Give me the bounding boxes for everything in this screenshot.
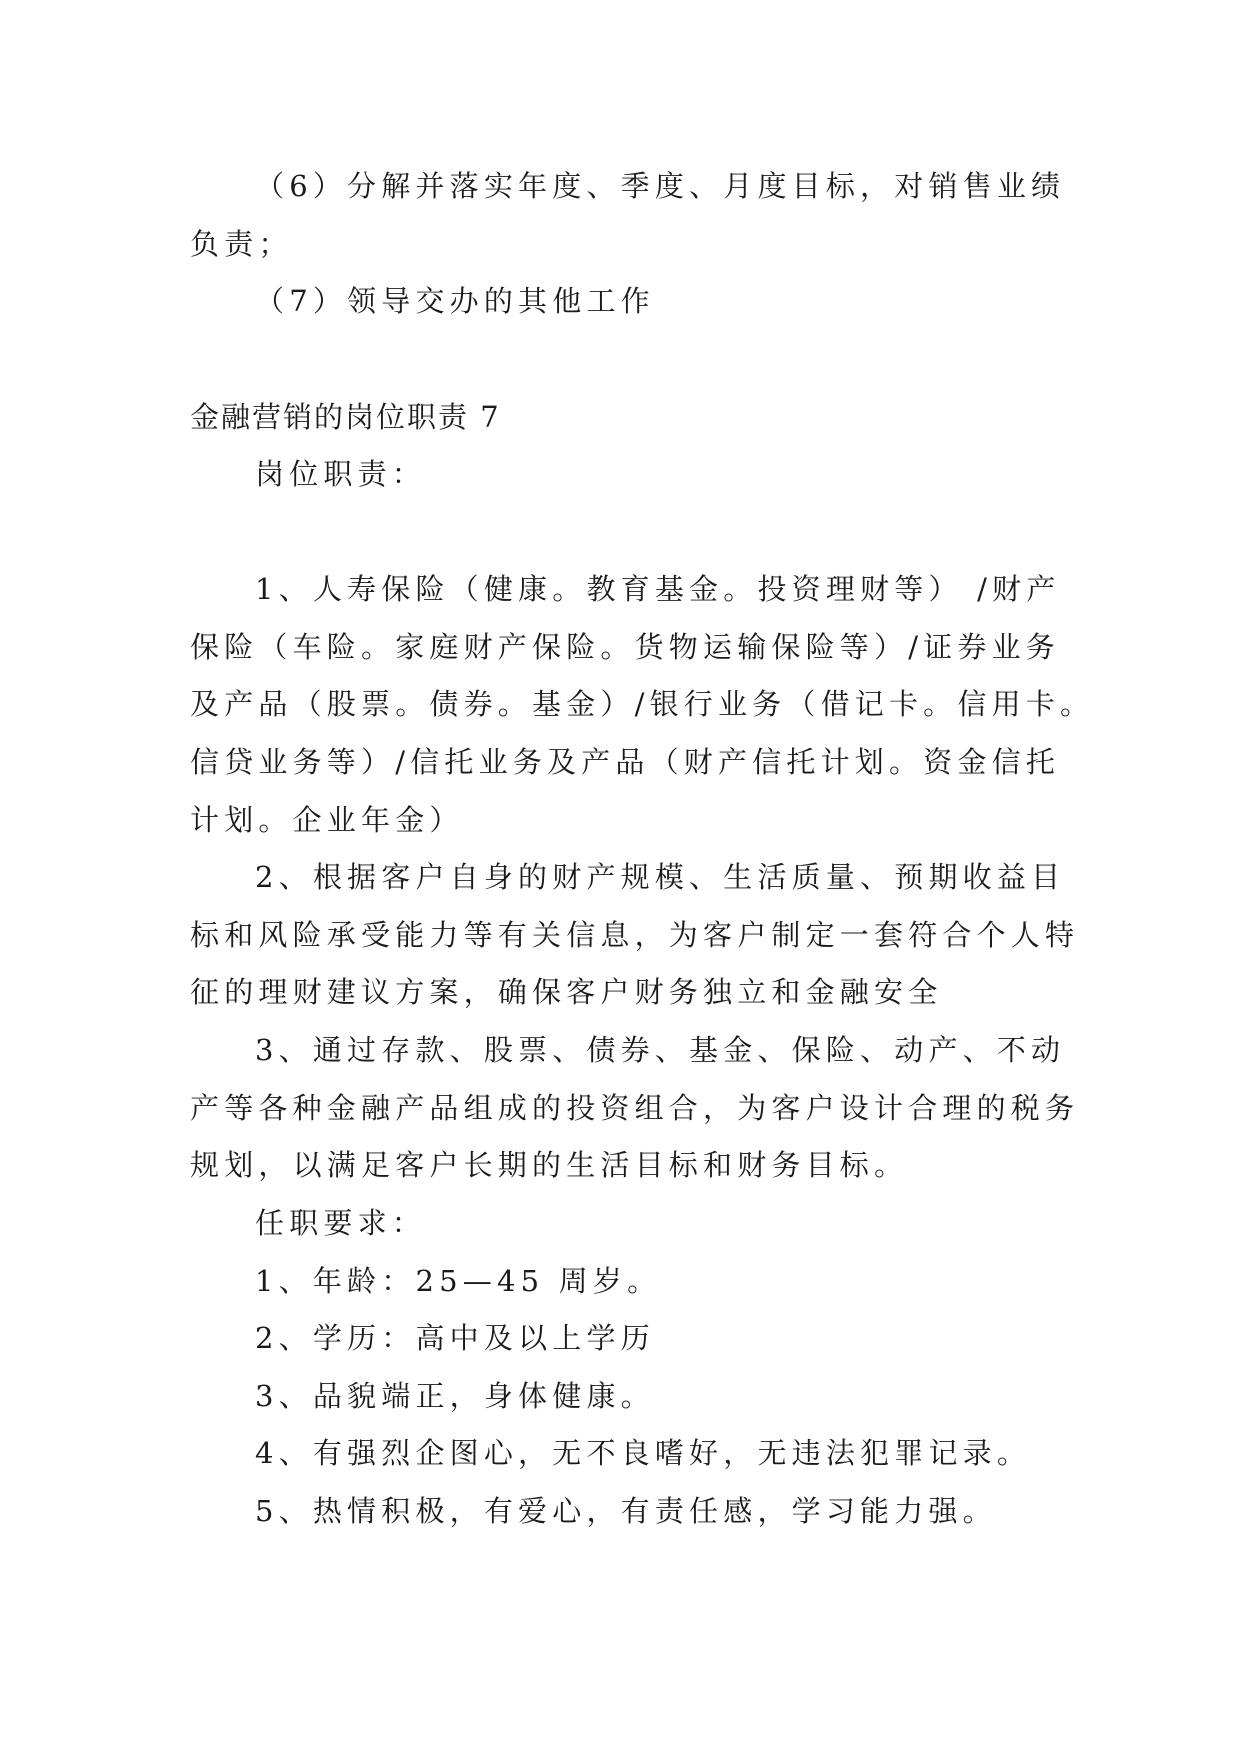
paragraph-line: 征的理财建议方案，确保客户财务独立和金融安全 [190, 975, 943, 1009]
list-item: 1、年龄：25—45 周岁。 [255, 1264, 662, 1298]
list-item: 4、有强烈企图心，无不良嗜好，无违法犯罪记录。 [255, 1436, 1032, 1470]
paragraph-line: 保险（车险。家庭财产保险。货物运输保险等）/证券业务 [190, 630, 1060, 664]
paragraph-line: （7）领导交办的其他工作 [255, 284, 655, 318]
paragraph-line: 规划，以满足客户长期的生活目标和财务目标。 [190, 1148, 909, 1182]
paragraph-line: 标和风险承受能力等有关信息，为客户制定一套符合个人特 [190, 918, 1080, 952]
subheading: 岗位职责： [255, 457, 427, 491]
list-item: 5、热情积极，有爱心，有责任感，学习能力强。 [255, 1494, 997, 1528]
paragraph-line: 信贷业务等）/信托业务及产品（财产信托计划。资金信托 [190, 745, 1060, 779]
paragraph-line: 2、根据客户自身的财产规模、生活质量、预期收益目 [255, 860, 1066, 894]
paragraph-line: 3、通过存款、股票、债券、基金、保险、动产、不动 [255, 1033, 1066, 1067]
paragraph-line: （6）分解并落实年度、季度、月度目标，对销售业绩 [255, 169, 1066, 203]
list-item: 3、品貌端正，身体健康。 [255, 1379, 655, 1413]
paragraph-line: 负责； [190, 227, 293, 261]
section-heading: 金融营销的岗位职责 7 [190, 400, 501, 434]
paragraph-line: 产等各种金融产品组成的投资组合，为客户设计合理的税务 [190, 1091, 1080, 1125]
paragraph-line: 计划。企业年金） [190, 803, 464, 837]
subheading: 任职要求： [255, 1206, 427, 1240]
list-item: 2、学历：高中及以上学历 [255, 1321, 655, 1355]
paragraph-line: 1、人寿保险（健康。教育基金。投资理财等） /财产 [255, 572, 1061, 606]
paragraph-line: 及产品（股票。债券。基金）/银行业务（借记卡。信用卡。 [190, 687, 1095, 721]
